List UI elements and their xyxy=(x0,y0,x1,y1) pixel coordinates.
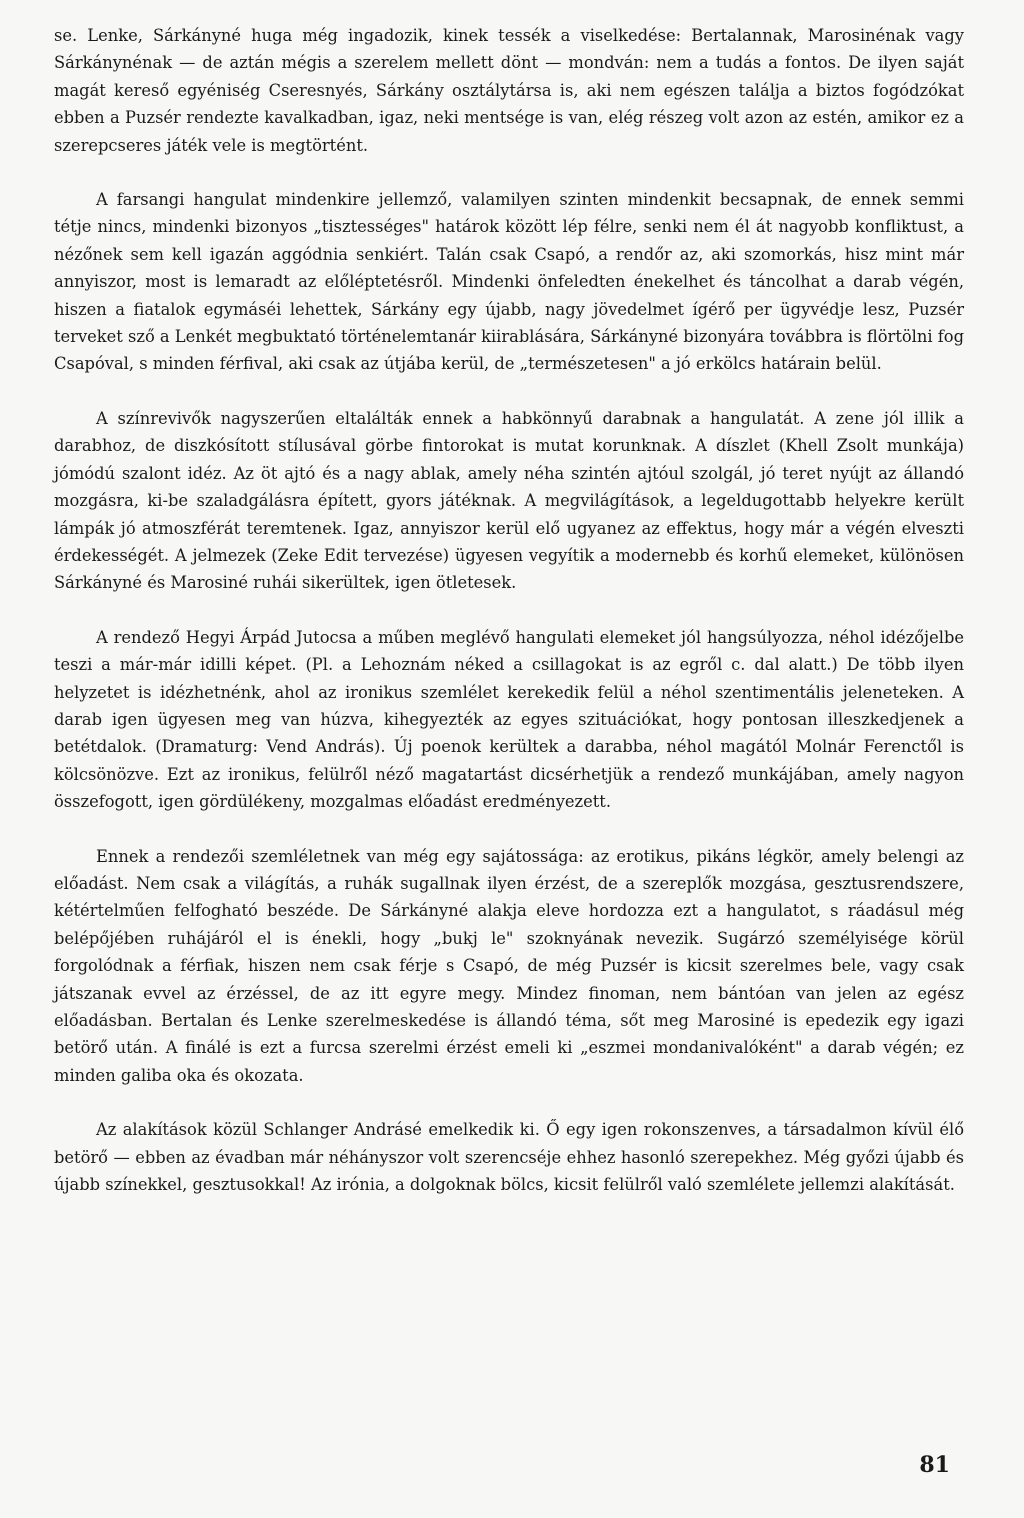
paragraph-6: Az alakítások közül Schlanger Andrásé emelkedik ki. Ő egy igen rokonszenves, a társadalmon kívül élő betörő — ebben az évadban már néhányszor volt szerencséje ehhez hasonló szerepekhez. Még győzi újabb és újabb színekkel, gesztusokkal! Az irónia, a dolgoknak bölcs, kicsit felülről való szemlélete jellemzi alakítását. xyxy=(54,1120,964,1195)
paragraph-5: Ennek a rendezői szemléletnek van még egy sajátossága: az erotikus, pikáns légkör, amely belengi az előadást. Nem csak a világítás, a ruhák sugallnak ilyen érzést, de a szereplők mozgása, gesztusrendszere, kétértelműen felfogható beszéde. De Sárkányné alakja eleve hordozza ezt a hangulatot, s ráadásul még belépőjében ruhájáról el is énekli, hogy „bukj le" szoknyának nevezik. Sugárzó személyisége körül forgolódnak a férfiak, hiszen nem csak férje s Csapó, de még Puzsér is kicsit szerelmes bele, vagy csak játszanak evvel az érzéssel, de az itt egyre megy. Mindez finoman, nem bántóan van jelen az egész előadásban. Bertalan és Lenke szerelmeskedése is állandó téma, sőt meg Marosiné is epedezik egy igazi betörő után. A finálé is ezt a furcsa szerelmi érzést emeli ki „eszmei mondanivalóként" a darab végén; ez minden galiba oka és okozata. xyxy=(54,846,964,1085)
paragraph-2: A farsangi hangulat mindenkire jellemző, valamilyen szinten mindenkit becsapnak, de ennek semmi tétje nincs, mindenki bizonyos „tisztességes" határok között lép félre, senki nem él át nagyobb konfliktust, a nézőnek sem kell igazán aggódnia senkiért. Talán csak Csapó, a rendőr az, aki szomorkás, hisz mint már annyiszor, most is lemaradt az előléptetésről. Mindenki önfeledten énekelhet és táncolhat a darab végén, hiszen a fiatalok egymáséi lehettek, Sárkány egy újabb, nagy jövedelmet ígérő per ügyvédje lesz, Puzsér terveket sző a Lenkét megbuktató történelemtanár kiirablására, Sárkányné bizonyára továbbra is flörtölni fog Csapóval, s minden férfival, aki csak az útjába kerül, de „természetesen" a jó erkölcs határain belül. xyxy=(54,190,964,374)
paragraph-4: A rendező Hegyi Árpád Jutocsa a műben meglévő hangulati elemeket jól hangsúlyozza, néhol idézőjelbe teszi a már-már idilli képet. (Pl. a Lehoznám néked a csillagokat is az egről c. dal alatt.) De több ilyen helyzetet is idézhetnénk, ahol az ironikus szemlélet kerekedik felül a néhol szentimentális jeleneteken. A darab igen ügyesen meg van húzva, kihegyezték az egyes szituációkat, hogy pontosan illeszkedjenek a betétdalok. (Dramaturg: Vend András). Új poenok kerültek a darabba, néhol magától Molnár Ferenctől is kölcsönözve. Ezt az ironikus, felülről néző magatartást dicsérhetjük a rendező munkájában, amely nagyon összefogott, igen gördülékeny, mozgalmas előadást eredményezett. xyxy=(54,627,964,812)
paragraph-1: se. Lenke, Sárkányné huga még ingadozik, kinek tessék a viselkedése: Bertalannak, Marosinénak vagy Sárkánynénak — de aztán mégis a szerelem mellett dönt — mondván: nem a tudás a fontos. De ilyen saját magát kereső egyéniség Cseresnyés, Sárkány osztálytársa is, aki nem egészen találja a biztos fogódzókat ebben a Puzsér rendezte kavalkadban, igaz, neki mentsége is van, elég részeg volt azon az estén, amikor ez a szerepcseres játék vele is megtörtént. xyxy=(54,26,964,155)
paragraph-3: A színrevivők nagyszerűen eltalálták ennek a habkönnyű darabnak a hangulatát. A zene jól illik a darabhoz, de diszkósított stílusával görbe fintorokat is mutat korunknak. A díszlet (Khell Zsolt munkája) jómódú szalont idéz. Az öt ajtó és a nagy ablak, amely néha szintén ajtóul szolgál, jó teret nyújt az állandó mozgásra, ki-be szaladgálásra épített, gyors játéknak. A megvilágítások, a legeldugottabb helyekre került lámpák jó atmoszférát teremtenek. Igaz, annyiszor kerül elő ugyanez az effektus, hogy már a végén elveszti érdekességét. A jelmezek (Zeke Edit tervezése) ügyesen vegyítik a modernebb és korhű elemeket, különösen Sárkányné és Marosiné ruhái sikerültek, igen ötletesek. xyxy=(54,408,964,593)
article-body xyxy=(54,22,964,1198)
page-number: 81 xyxy=(919,1452,950,1478)
